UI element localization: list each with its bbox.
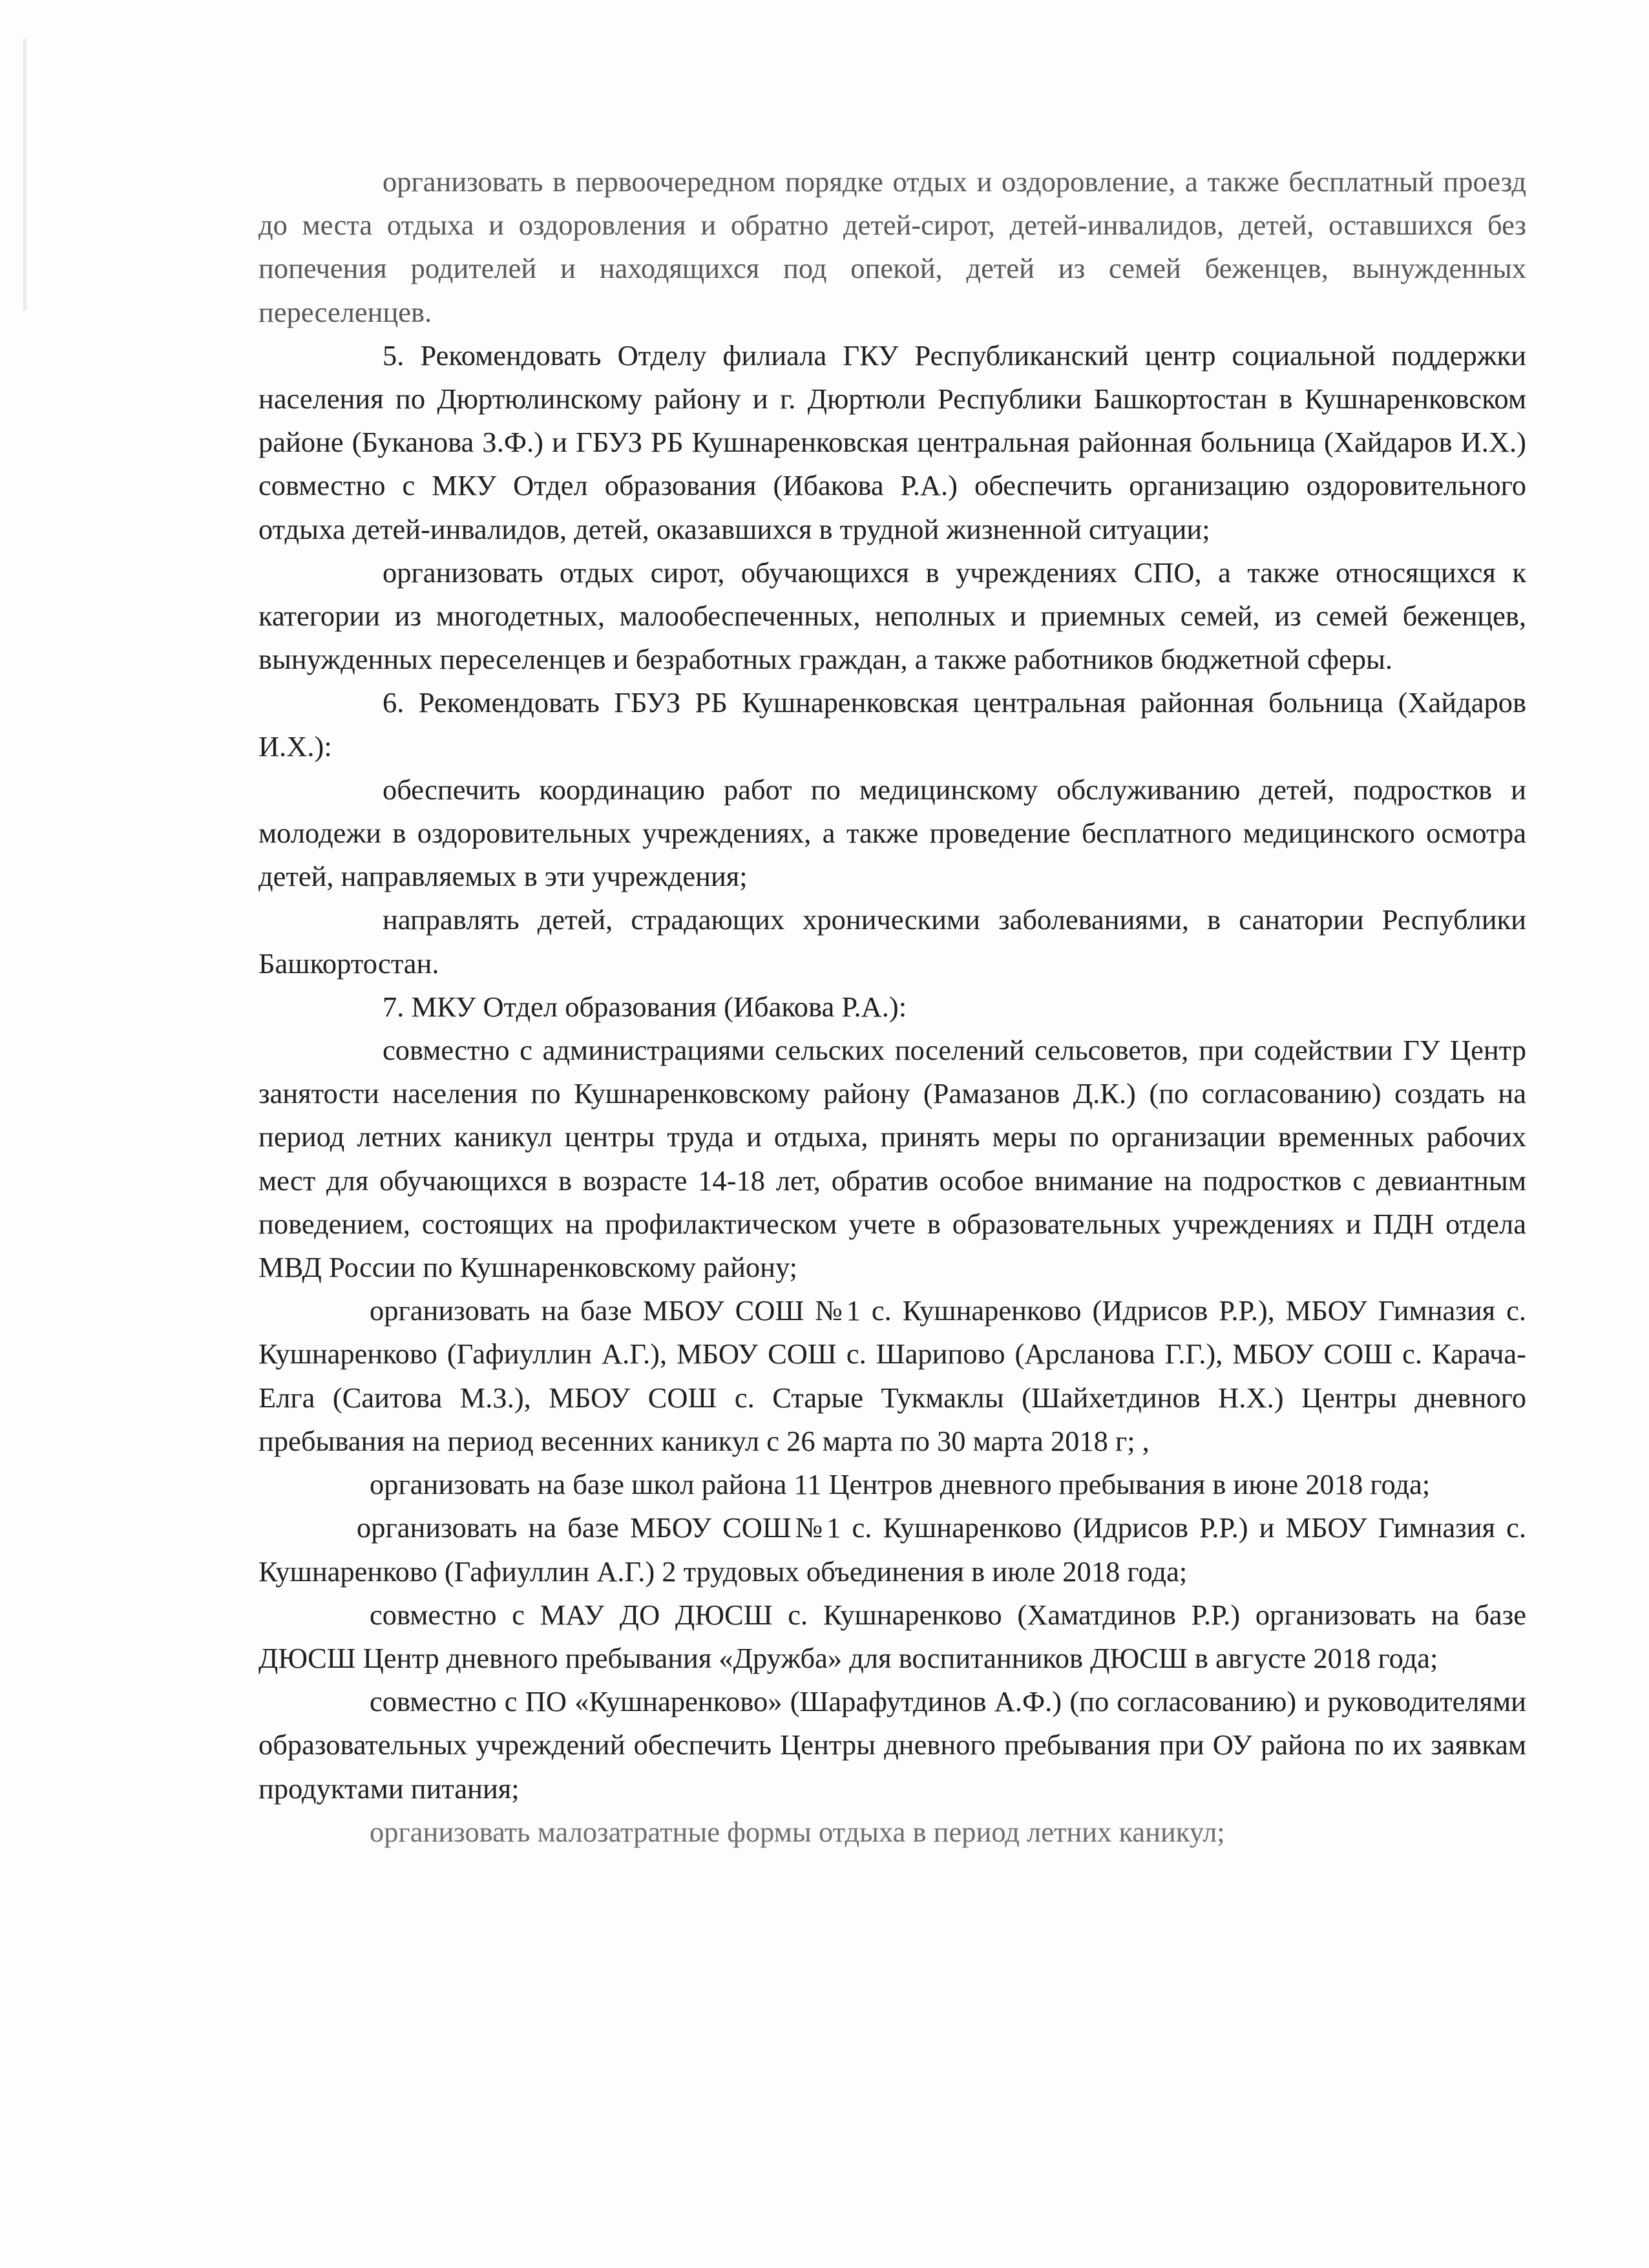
paragraph-june-day-centers: организовать на базе школ района 11 Центров дневного пребывания в июне 2018 года; <box>370 1468 1431 1501</box>
paragraph-druzhba-center: совместно с МАУ ДО ДЮСШ с. Кушнаренково (Хаматдинов Р.Р.) организовать на базе ДЮСШ Центр дневного пребывания «Дружба» для воспитанников ДЮСШ в августе 2018 года; <box>258 1598 1526 1674</box>
paragraph-low-cost-rest: организовать малозатратные формы отдыха в период летних каникул; <box>370 1815 1225 1848</box>
paragraph-july-labor-units: организовать на базе МБОУ СОШ№1 с. Кушнаренково (Идрисов Р.Р.) и МБОУ Гимназия с. Кушнаренково (Гафиуллин А.Г.) 2 трудовых объединения в июле 2018 года; <box>258 1511 1526 1588</box>
paragraph-spring-day-centers: организовать на базе МБОУ СОШ №1 с. Кушнаренково (Идрисов Р.Р.), МБОУ Гимназия с. Кушнаренково (Гафиуллин А.Г.), МБОУ СОШ с. Шарипово (Арсланова Г.Г.), МБОУ СОШ с. Карача-Елга (Саитова М.З.), МБОУ СОШ с. Старые Тукмаклы (Шайхетдинов Н.Х.) Центры дневного пребывания на период весенних каникул с 26 марта по 30 марта 2018 г; , <box>258 1294 1526 1457</box>
paragraph-sanatorium-referral: направлять детей, страдающих хроническими заболеваниями, в санатории Республики Башкортостан. <box>258 903 1526 980</box>
paragraph-organize-priority-rest: организовать в первоочередном порядке отдых и оздоровление, а также бесплатный проезд до места отдыха и оздоровления и обратно детей-сирот, детей-инвалидов, детей, оставшихся без попечения родителей и находящихся под опекой, детей из семей беженцев, вынужденных переселенцев. <box>258 165 1526 328</box>
paragraph-labor-centers: совместно с администрациями сельских поселений сельсоветов, при содействии ГУ Центр занятости населения по Кушнаренковскому району (Рамазанов Д.К.) (по согласованию) создать на период летних каникул центры труда и отдыха, принять меры по организации временных рабочих мест для обучающихся в возрасте 14-18 лет, обратив особое внимание на подростков с девиантным поведением, состоящих на профилактическом учете в образовательных учреждениях и ПДН отдела МВД России по Кушнаренковскому району; <box>258 1034 1526 1284</box>
scan-edge-shadow <box>23 39 27 310</box>
paragraph-food-supply: совместно с ПО «Кушнаренково» (Шарафутдинов А.Ф.) (по согласованию) и руководителями образовательных учреждений обеспечить Центры дневного пребывания при ОУ района по их заявкам продуктами питания; <box>258 1685 1526 1805</box>
paragraph-medical-coordination: обеспечить координацию работ по медицинскому обслуживанию детей, подростков и молодежи в оздоровительных учреждениях, а также проведение бесплатного медицинского осмотра детей, направляемых в эти учреждения; <box>258 773 1526 893</box>
paragraph-organize-orphan-rest: организовать отдых сирот, обучающихся в учреждениях СПО, а также относящихся к категории из многодетных, малообеспеченных, неполных и приемных семей, из семей беженцев, вынужденных переселенцев и безработных граждан, а также работников бюджетной сферы. <box>258 556 1526 676</box>
document-body <box>258 160 1526 1854</box>
paragraph-item-6: 6. Рекомендовать ГБУЗ РБ Кушнаренковская центральная районная больница (Хайдаров И.Х.): <box>258 686 1526 762</box>
paragraph-item-7: 7. МКУ Отдел образования (Ибакова Р.А.): <box>383 990 907 1023</box>
paragraph-item-5: 5. Рекомендовать Отделу филиала ГКУ Республиканский центр социальной поддержки населения по Дюртюлинскому району и г. Дюртюли Республики Башкортостан в Кушнаренковском районе (Буканова З.Ф.) и ГБУЗ РБ Кушнаренковская центральная районная больница (Хайдаров И.Х.) совместно с МКУ Отдел образования (Ибакова Р.А.) обеспечить организацию оздоровительного отдыха детей-инвалидов, детей, оказавшихся в трудной жизненной ситуации; <box>258 339 1526 545</box>
